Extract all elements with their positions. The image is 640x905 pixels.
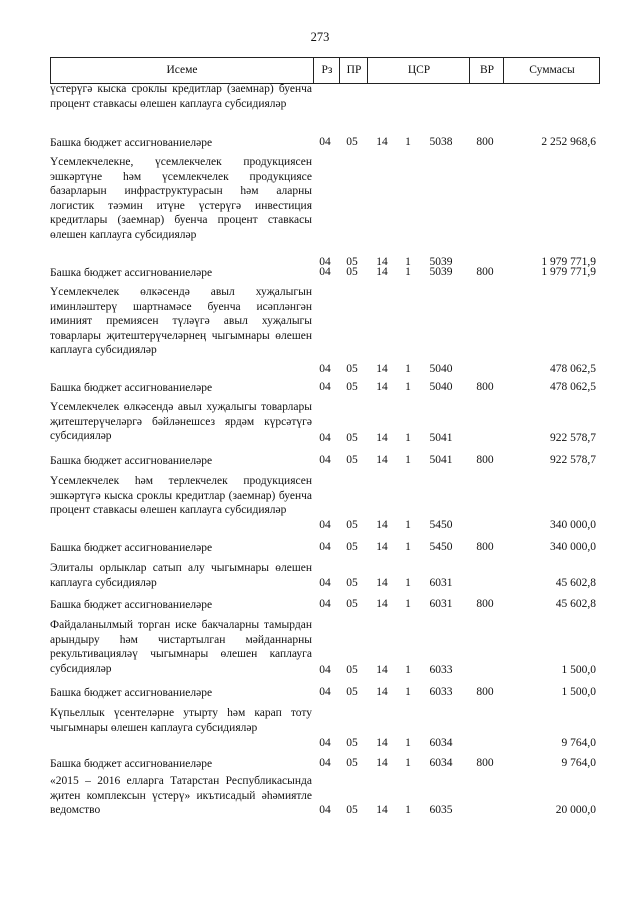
page-number: 273 bbox=[310, 30, 330, 44]
header-csr: ЦСР bbox=[367, 58, 470, 83]
cell-csr-program: 14 bbox=[376, 381, 388, 393]
cell-csr-program: 14 bbox=[376, 804, 388, 816]
cell-vr: 800 bbox=[476, 454, 494, 466]
cell-sum: 922 578,7 bbox=[550, 432, 596, 444]
cell-rz: 04 bbox=[319, 686, 331, 698]
cell-pr: 05 bbox=[346, 519, 358, 531]
row-name: Башка бюджет ассигнованиеләре bbox=[50, 687, 213, 699]
cell-sum: 478 062,5 bbox=[550, 363, 596, 375]
cell-csr-subprogram: 1 bbox=[405, 454, 411, 466]
cell-csr-subprogram: 1 bbox=[405, 363, 411, 375]
cell-rz: 04 bbox=[319, 454, 331, 466]
cell-csr-subprogram: 1 bbox=[405, 136, 411, 148]
cell-csr-subprogram: 1 bbox=[405, 432, 411, 444]
row-name: Башка бюджет ассигнованиеләре bbox=[50, 758, 213, 770]
cell-csr-program: 14 bbox=[376, 541, 388, 553]
header-vr: ВР bbox=[469, 58, 504, 83]
cell-csr-code: 5450 bbox=[429, 519, 453, 531]
cell-rz: 04 bbox=[319, 432, 331, 444]
cell-rz: 04 bbox=[319, 577, 331, 589]
cell-csr-code: 6031 bbox=[429, 598, 453, 610]
cell-csr-subprogram: 1 bbox=[405, 541, 411, 553]
row-name: Үсемлекчелекне, үсемлекчелек продукциясен эшкәртүне һәм үсемлекчелек продукциясе базарларын инфраструктурасын һәм аларны логистик тәэмин итүне үстерүгә инвестиция кредитлары (заемнар) буенча процент ставкасы өлешен каплауга субсидияләр bbox=[50, 156, 312, 241]
cell-csr-code: 6033 bbox=[429, 686, 453, 698]
cell-csr-program: 14 bbox=[376, 136, 388, 148]
cell-sum: 1 979 771,9 bbox=[541, 266, 596, 278]
header-name: Исеме bbox=[166, 64, 198, 76]
cell-csr-code: 6034 bbox=[429, 737, 453, 749]
cell-vr: 800 bbox=[476, 541, 494, 553]
cell-sum: 922 578,7 bbox=[550, 454, 596, 466]
cell-csr-subprogram: 1 bbox=[405, 804, 411, 816]
cell-vr: 800 bbox=[476, 686, 494, 698]
cell-rz: 04 bbox=[319, 664, 331, 676]
row-name: Башка бюджет ассигнованиеләре bbox=[50, 267, 213, 279]
cell-sum: 1 500,0 bbox=[561, 686, 596, 698]
header-pr: ПР bbox=[339, 58, 368, 83]
cell-csr-code: 5041 bbox=[429, 454, 453, 466]
cell-vr: 800 bbox=[476, 757, 494, 769]
cell-sum: 45 602,8 bbox=[555, 598, 596, 610]
cell-sum: 9 764,0 bbox=[561, 757, 596, 769]
cell-pr: 05 bbox=[346, 664, 358, 676]
cell-csr-code: 6035 bbox=[429, 804, 453, 816]
cell-vr: 800 bbox=[476, 266, 494, 278]
header-rz: Рз bbox=[313, 58, 340, 83]
cell-sum: 340 000,0 bbox=[550, 519, 596, 531]
cell-rz: 04 bbox=[319, 381, 331, 393]
cell-csr-program: 14 bbox=[376, 363, 388, 375]
row-name: Башка бюджет ассигнованиеләре bbox=[50, 455, 213, 467]
cell-pr: 05 bbox=[346, 804, 358, 816]
cell-pr: 05 bbox=[346, 541, 358, 553]
cell-pr: 05 bbox=[346, 363, 358, 375]
cell-pr: 05 bbox=[346, 381, 358, 393]
row-name: Башка бюджет ассигнованиеләре bbox=[50, 599, 213, 611]
cell-vr: 800 bbox=[476, 136, 494, 148]
cell-csr-program: 14 bbox=[376, 266, 388, 278]
cell-csr-code: 5040 bbox=[429, 363, 453, 375]
cell-sum: 20 000,0 bbox=[555, 804, 596, 816]
cell-rz: 04 bbox=[319, 757, 331, 769]
row-name: Элиталы орлыклар сатып алу чыгымнары өлешен каплауга субсидияләр bbox=[50, 562, 312, 589]
header-sum: Суммасы bbox=[503, 58, 600, 83]
cell-csr-subprogram: 1 bbox=[405, 686, 411, 698]
cell-sum: 340 000,0 bbox=[550, 541, 596, 553]
cell-pr: 05 bbox=[346, 577, 358, 589]
cell-pr: 05 bbox=[346, 136, 358, 148]
cell-sum: 2 252 968,6 bbox=[541, 136, 596, 148]
cell-csr-code: 5038 bbox=[429, 136, 453, 148]
cell-pr: 05 bbox=[346, 737, 358, 749]
cell-csr-program: 14 bbox=[376, 686, 388, 698]
cell-pr: 05 bbox=[346, 256, 358, 268]
row-name: Үсемлекчелек һәм терлекчелек продукциясен эшкәртүгә кыска сроклы кредитлар (заемнар) буенча процент ставкасы өлешен каплауга субсидияләр bbox=[50, 475, 312, 516]
cell-csr-subprogram: 1 bbox=[405, 737, 411, 749]
row-name: Күпьеллык үсентеләрне утырту һәм карап тоту чыгымнары өлешен каплауга субсидияләр bbox=[50, 707, 312, 734]
cell-sum: 9 764,0 bbox=[561, 737, 596, 749]
cell-pr: 05 bbox=[346, 757, 358, 769]
cell-pr: 05 bbox=[346, 266, 358, 278]
cell-csr-program: 14 bbox=[376, 454, 388, 466]
cell-csr-program: 14 bbox=[376, 432, 388, 444]
cell-pr: 05 bbox=[346, 454, 358, 466]
row-name: Үсемлекчелек өлкәсендә авыл хуҗалыгы товарлары җитештерүчеләргә бәйләнешсез ярдәм күрсәтүгә субсидияләр bbox=[50, 401, 312, 442]
cell-vr: 800 bbox=[476, 598, 494, 610]
cell-csr-program: 14 bbox=[376, 757, 388, 769]
cell-sum: 1 979 771,9 bbox=[541, 256, 596, 268]
table-header bbox=[50, 57, 600, 84]
cell-csr-program: 14 bbox=[376, 577, 388, 589]
cell-csr-subprogram: 1 bbox=[405, 598, 411, 610]
cell-rz: 04 bbox=[319, 363, 331, 375]
cell-csr-program: 14 bbox=[376, 519, 388, 531]
cell-pr: 05 bbox=[346, 432, 358, 444]
cell-csr-code: 5450 bbox=[429, 541, 453, 553]
cell-rz: 04 bbox=[319, 804, 331, 816]
cell-pr: 05 bbox=[346, 686, 358, 698]
cell-vr: 800 bbox=[476, 381, 494, 393]
cell-csr-code: 5039 bbox=[429, 256, 453, 268]
cell-csr-code: 6033 bbox=[429, 664, 453, 676]
cell-rz: 04 bbox=[319, 256, 331, 268]
row-name: Башка бюджет ассигнованиеләре bbox=[50, 382, 213, 394]
cell-csr-program: 14 bbox=[376, 598, 388, 610]
row-name: Башка бюджет ассигнованиеләре bbox=[50, 542, 213, 554]
cell-rz: 04 bbox=[319, 598, 331, 610]
cell-rz: 04 bbox=[319, 266, 331, 278]
row-name: Үсемлекчелек өлкәсендә авыл хуҗалыгын иминләштерү шартнамәсе буенча исәпләнгән иминият премиясен түләүгә авыл хуҗалыгы товарлары җитештерүчеләрнең чыгымнары өлешен каплауга субсидияләр bbox=[50, 286, 312, 356]
cell-rz: 04 bbox=[319, 541, 331, 553]
cell-csr-subprogram: 1 bbox=[405, 577, 411, 589]
cell-csr-program: 14 bbox=[376, 664, 388, 676]
row-name: Файдаланылмый торган иске бакчаларны тамырдан арындыру һәм чистартылган мәйданнарны рекультивацияләү чыгымнары өлешен каплауга субсидияләр bbox=[50, 619, 312, 675]
cell-csr-program: 14 bbox=[376, 256, 388, 268]
row-name: Башка бюджет ассигнованиеләре bbox=[50, 137, 213, 149]
cell-csr-program: 14 bbox=[376, 737, 388, 749]
cell-rz: 04 bbox=[319, 519, 331, 531]
cell-csr-subprogram: 1 bbox=[405, 256, 411, 268]
cell-csr-subprogram: 1 bbox=[405, 757, 411, 769]
cell-csr-subprogram: 1 bbox=[405, 664, 411, 676]
cell-csr-code: 5040 bbox=[429, 381, 453, 393]
cell-csr-subprogram: 1 bbox=[405, 381, 411, 393]
cell-csr-subprogram: 1 bbox=[405, 266, 411, 278]
row-name: «2015 – 2016 елларга Татарстан Республикасында җитен комплексын үстерү» икътисадый әһәмиятле ведомство bbox=[50, 775, 312, 816]
cell-csr-code: 6031 bbox=[429, 577, 453, 589]
cell-pr: 05 bbox=[346, 598, 358, 610]
cell-csr-code: 5039 bbox=[429, 266, 453, 278]
cell-sum: 478 062,5 bbox=[550, 381, 596, 393]
cell-csr-code: 5041 bbox=[429, 432, 453, 444]
cell-csr-subprogram: 1 bbox=[405, 519, 411, 531]
cell-rz: 04 bbox=[319, 737, 331, 749]
cell-csr-code: 6034 bbox=[429, 757, 453, 769]
row-name: үстерүгә кыска сроклы кредитлар (заемнар) буенча процент ставкасы өлешен каплауга субсидияләр bbox=[50, 83, 312, 110]
cell-rz: 04 bbox=[319, 136, 331, 148]
cell-sum: 45 602,8 bbox=[555, 577, 596, 589]
cell-sum: 1 500,0 bbox=[561, 664, 596, 676]
